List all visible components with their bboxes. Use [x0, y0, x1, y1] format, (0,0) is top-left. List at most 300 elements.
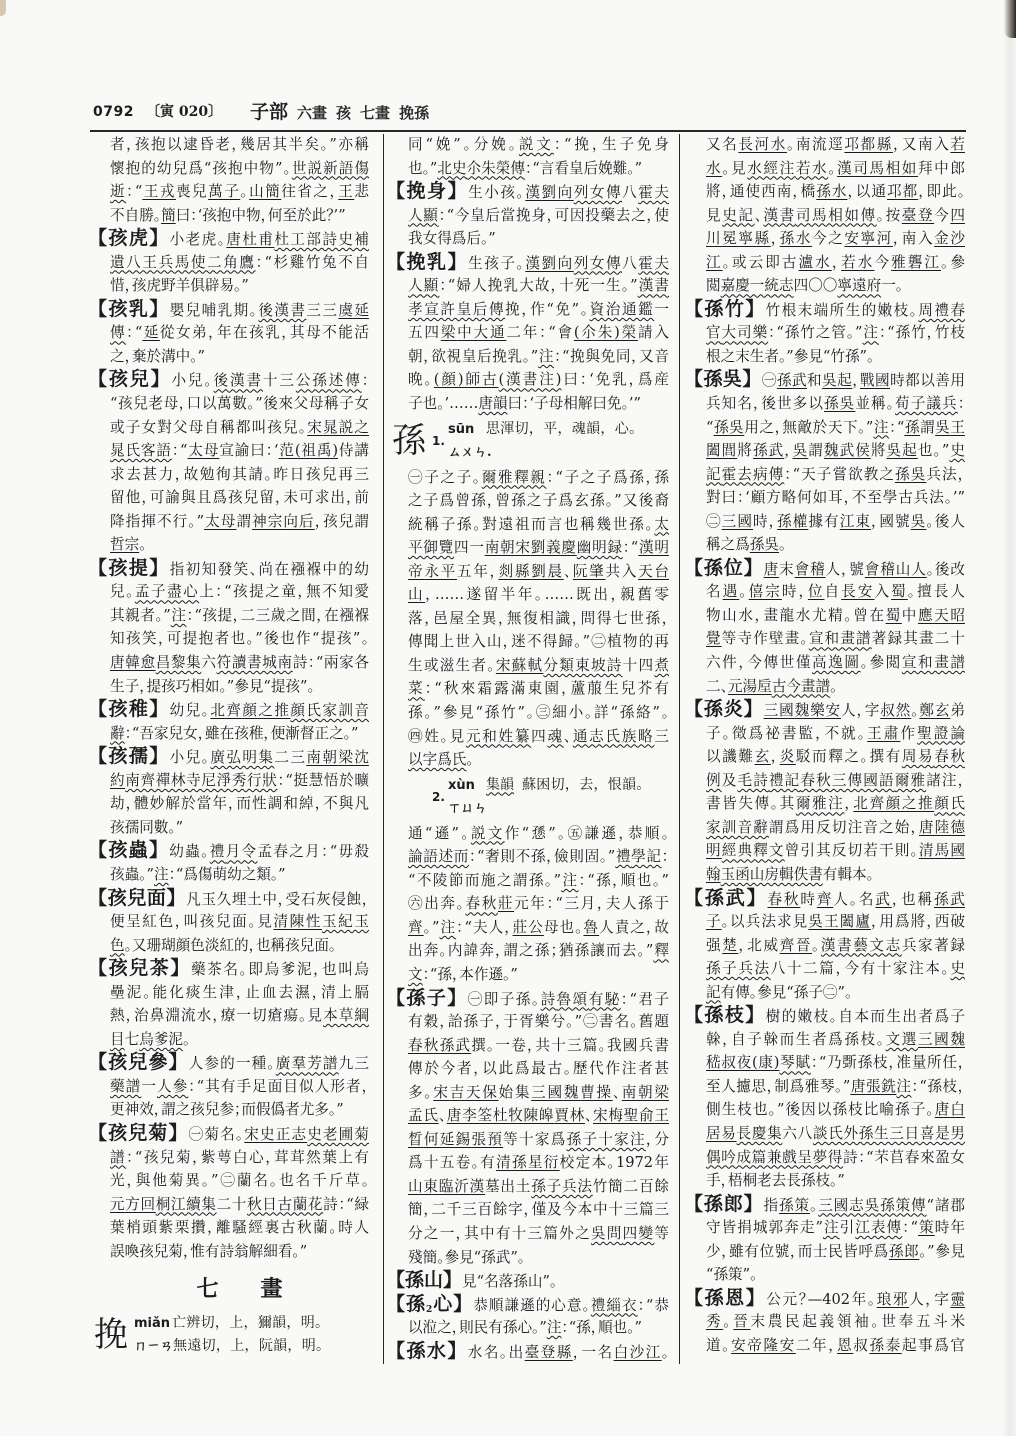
- entry-text-line: [706, 1169, 965, 1193]
- text-run: ：“婦人挽乳大故，十死一生。”: [439, 277, 638, 295]
- text-run: 六八: [782, 1124, 813, 1142]
- text-run: ：“: [126, 324, 143, 342]
- proper-name: 靈: [950, 1290, 965, 1308]
- book-title: 宣和畫譜: [808, 630, 872, 648]
- text-run: ㊀: [761, 372, 777, 390]
- proper-name: 孫吳: [749, 536, 779, 554]
- text-run: 見: [706, 206, 723, 224]
- text-run: 求去甚力，故勉徇其請。昨日孩兒再三: [110, 465, 369, 483]
- text-run: 和: [807, 372, 823, 390]
- text-run: 葉梢頭紫栗攢，離騷經裏古秋蘭。時人: [110, 1219, 369, 1237]
- proper-name: 江東: [839, 512, 872, 530]
- entry-text-line: [408, 1198, 669, 1222]
- entry-text-line: [408, 701, 669, 725]
- entry-text-line: [408, 845, 669, 869]
- headword: 【孫吳】: [684, 368, 762, 391]
- headword: 【孩乳】: [88, 297, 170, 320]
- proper-name: 杜牧: [492, 1107, 524, 1125]
- entry-text-line: [110, 651, 369, 675]
- proper-name: 宋: [495, 656, 512, 674]
- text-run: 兒。: [110, 583, 135, 601]
- text-run: 曰：‘子母相解曰免。’”: [507, 395, 641, 413]
- book-title: 江表傳: [855, 1219, 903, 1237]
- text-run: 。: [739, 583, 749, 601]
- book-title: 孫子十家注: [566, 1130, 646, 1148]
- text-run: ㊅出奔。: [408, 895, 466, 913]
- text-run: ，: [784, 442, 793, 460]
- text-run: 壘泥。能化痰生津，止血去濕，清上膈: [110, 983, 369, 1001]
- proper-name: (顔)師古: [433, 371, 499, 389]
- text-run: 等: [654, 1224, 669, 1242]
- proper-name: 邛都縣: [844, 136, 893, 153]
- text-run: 有穀，詒孫子，于胥樂兮。”㊁書名。舊題: [408, 1013, 669, 1031]
- book-title: 古今畫譜: [771, 677, 831, 695]
- proper-name: 玄: [754, 748, 771, 766]
- text-run: 之子爲曾孫，曾孫之子爲玄孫。”又後裔: [408, 492, 669, 510]
- headword: 【孩兒菊】: [88, 1121, 189, 1144]
- pronunciation-block: [386, 772, 669, 822]
- book-title: 爾雅釋親: [481, 468, 547, 486]
- entry-text-line: [706, 604, 965, 628]
- book-title: 霍去病傳: [721, 465, 785, 483]
- text-run: 今之: [812, 230, 845, 248]
- radical-label: 子部: [250, 101, 289, 123]
- book-title: 顔氏家訓音: [290, 702, 369, 720]
- text-run: 叔: [853, 1336, 870, 1354]
- text-column-2: [386, 133, 669, 1363]
- entry-text-line: [110, 580, 369, 604]
- book-title: 列女傳: [573, 254, 623, 272]
- entry-text-line: [110, 1169, 369, 1193]
- text-run: 。參閲: [860, 654, 902, 672]
- book-title: 司馬相如傳: [795, 206, 877, 224]
- entry-headword-line: [684, 1004, 965, 1028]
- text-run: 、: [612, 1083, 622, 1101]
- text-run: 人，字: [841, 702, 881, 720]
- proper-name: 唐: [918, 818, 935, 836]
- book-title: 春秋: [934, 748, 965, 766]
- proper-name: 孫星衍: [511, 1154, 560, 1172]
- proper-name: 孫: [713, 418, 730, 436]
- text-run: 。後人: [926, 512, 965, 530]
- text-run: 時: [800, 890, 817, 908]
- book-title: 玉函山房輯佚書: [720, 865, 823, 883]
- book-title: 嘉慶一統志: [720, 277, 794, 295]
- book-title: 孟子盡心: [134, 583, 200, 601]
- proper-name: 臺登: [901, 206, 935, 224]
- entry-text-line: [408, 1175, 669, 1199]
- text-run: 末農民起義領袖。世奉五斗米: [750, 1313, 965, 1331]
- book-title: 列女傳: [573, 184, 623, 202]
- reading-line: [448, 418, 643, 441]
- entry-text-line: [408, 1128, 669, 1152]
- text-run: 公元？—402年。: [766, 1290, 877, 1308]
- text-run: 孫。”參見“孫竹”。㊂細小。詳“孫絡”。: [408, 704, 669, 722]
- proper-name: 曹操: [580, 1083, 613, 1101]
- text-run: 。: [183, 1030, 191, 1048]
- reading-line: [448, 774, 651, 797]
- text-run: 也。”: [408, 159, 438, 177]
- text-run: ：“: [889, 418, 905, 436]
- book-title: 煮: [654, 656, 669, 674]
- entry-text-line: [706, 910, 965, 934]
- book-title: 史記: [722, 206, 755, 224]
- entry-text-line: [110, 321, 369, 345]
- text-run: 。按: [876, 206, 902, 224]
- book-title: 後漢書: [213, 372, 263, 390]
- entry-text-line: [408, 869, 669, 893]
- fanqie-reading: 亡辨切，上，獮韻，明。: [172, 1315, 330, 1332]
- text-run: ：“: [902, 1219, 919, 1237]
- text-run: 二年，: [795, 1336, 838, 1354]
- proper-name: 晉: [733, 1313, 751, 1331]
- entry-text-line: [110, 863, 369, 887]
- entry-text-line: [408, 1316, 669, 1340]
- text-run: 小兒。: [169, 749, 211, 767]
- text-run: 。”參見: [919, 1242, 965, 1260]
- entry-text-line: [110, 180, 369, 204]
- entry-headword-line: [684, 1193, 965, 1217]
- entry-text-line: [110, 533, 369, 557]
- text-run: 謂: [920, 418, 936, 436]
- text-run: 孩蟲。”: [110, 865, 154, 883]
- book-title: 吳問: [590, 1224, 623, 1242]
- proper-name: 策: [918, 1219, 935, 1237]
- book-title: 魂: [547, 727, 564, 745]
- text-run: 同“娩”。分娩。: [408, 136, 519, 153]
- book-title: 有駜: [588, 990, 621, 1008]
- proper-name: 子: [706, 913, 722, 931]
- entry-text-line: [408, 1104, 669, 1128]
- proper-name: 王: [338, 183, 355, 201]
- proper-name: 太母: [187, 442, 220, 460]
- text-run: 引: [839, 1219, 856, 1237]
- proper-name: 顔之推: [242, 702, 291, 720]
- book-title: 水經注: [747, 159, 796, 177]
- text-run: ：“其有手足面目似人形者，: [188, 1077, 369, 1095]
- text-run: 幼兒。: [169, 702, 211, 720]
- book-title: 公孫述傳: [295, 372, 362, 390]
- entry-text-line: [110, 1098, 369, 1122]
- proper-name: 三國: [918, 1030, 951, 1048]
- text-run: ，孩兒謂: [314, 512, 369, 530]
- text-run: 至人攄思，制爲雅琴。”: [706, 1077, 851, 1095]
- text-run: “孫策”。: [706, 1266, 758, 1284]
- book-title: 史: [949, 442, 965, 460]
- text-run: ：“孩兒菊，紫萼白心，茸茸然葉上有: [126, 1148, 369, 1166]
- fanqie-reading: 蘇困切，去，恨韻。: [522, 776, 651, 793]
- text-run: 三三: [306, 301, 339, 319]
- entry-headword-line: [386, 1293, 669, 1317]
- text-run: 。: [812, 936, 821, 954]
- section-heading-char: 七: [196, 1275, 219, 1302]
- text-run: ：“言看皇后娩難。”: [524, 159, 643, 177]
- text-run: ：“恭: [637, 1296, 669, 1314]
- text-run: 自: [824, 583, 842, 601]
- book-title: 寧遠府: [837, 277, 882, 295]
- book-title: 符讀書城南: [216, 654, 293, 672]
- text-run: 。: [828, 159, 838, 177]
- book-title: 禮: [615, 848, 632, 866]
- book-title: 學記: [631, 848, 662, 866]
- entry-headword-line: [386, 1269, 669, 1293]
- entry-text-line: [110, 1146, 369, 1170]
- proper-name: 孫權: [777, 512, 809, 530]
- book-title: 家訓音辭: [706, 818, 769, 836]
- text-run: 者，孩抱以逮昏老，幾居其半矣。”亦稱: [110, 136, 369, 153]
- entry-text-line: [110, 816, 369, 840]
- entry-text-line: [706, 1028, 965, 1052]
- entry-text-line: [706, 769, 965, 793]
- headword: 【孩稚】: [88, 698, 170, 721]
- text-run: 兵家著録: [901, 936, 965, 954]
- proper-name: 約: [110, 771, 126, 789]
- reading-number: 2.: [432, 789, 445, 804]
- text-run: 小老虎。: [169, 231, 227, 249]
- proper-name: 秀: [706, 1313, 724, 1331]
- text-run: 降指揮不行。”: [110, 512, 205, 530]
- entry-text-line: [408, 1081, 669, 1105]
- entry-headword-line: [88, 557, 369, 581]
- entry-text-line: [408, 157, 669, 181]
- zhuyin-romanization: ㄙㄨㄣ.: [448, 444, 492, 460]
- book-title: 漢書: [637, 277, 669, 295]
- entry-text-line: [408, 368, 669, 392]
- text-run: ：“天子嘗欲教之: [784, 465, 896, 483]
- text-run: 末: [779, 560, 795, 578]
- proper-name: 陳性: [289, 913, 322, 931]
- headword: 【孫武】: [684, 886, 768, 909]
- proper-name: 梅聖俞: [608, 1107, 655, 1125]
- text-run: 。擅長人: [907, 583, 965, 601]
- text-run: 。: [139, 536, 147, 554]
- entry-text-line: [706, 1146, 965, 1170]
- text-run: 分之一，其中有十三篇外之: [408, 1224, 591, 1242]
- text-run: 共入: [605, 562, 639, 580]
- entry-headword-line: [684, 698, 965, 722]
- text-run: 有輯本。: [822, 865, 874, 883]
- entry-text-line: [110, 910, 369, 934]
- text-run: ：“孩提，二三歲之間，在襁褓: [186, 606, 369, 624]
- entry-headword-line: [684, 298, 965, 322]
- book-title: 北史: [437, 159, 467, 177]
- book-title: 長慶集: [736, 1124, 783, 1142]
- entry-text-line: [706, 981, 965, 1005]
- text-run: 人。名: [833, 890, 876, 908]
- text-run: 八十二篇，今有十家注本。: [770, 960, 951, 978]
- text-run: 、: [584, 1107, 593, 1125]
- text-run: 三: [654, 727, 669, 745]
- text-run: “諸郡: [926, 1196, 965, 1214]
- text-run: ：“: [171, 442, 188, 460]
- entry-headword-line: [684, 368, 965, 392]
- entry-text-line: [706, 1334, 965, 1358]
- proper-name: 金沙: [934, 230, 965, 248]
- book-title: 世説新語傷: [291, 159, 369, 177]
- proper-name: 吳: [839, 395, 856, 413]
- proper-name: 安寧河: [844, 230, 893, 248]
- text-run: ：“挽與免同，又音: [554, 347, 669, 365]
- proper-name: 賈林: [554, 1107, 585, 1125]
- proper-name: 漢: [525, 184, 542, 202]
- proper-name: 蜀: [891, 583, 908, 601]
- entry-text-line: [706, 675, 965, 699]
- proper-name: 魏: [563, 1083, 581, 1101]
- book-title: 文: [408, 965, 423, 983]
- text-run: ，用爲將，西破: [871, 913, 965, 931]
- zhuyin-romanization: ㄒㄩㄣ: [448, 800, 488, 816]
- text-run: ：“孫，順也。”: [578, 871, 669, 889]
- text-run: ：“今皇后當挽身，可因投藥去之，使: [438, 206, 669, 224]
- proper-name: 孫策: [779, 1196, 810, 1214]
- book-title: 晁氏客語: [110, 442, 172, 460]
- text-run: ，: [831, 253, 842, 271]
- entry-text-line: [110, 416, 369, 440]
- text-run: ：“孫竹之管。”: [768, 324, 863, 342]
- book-title: 幽明録: [576, 539, 623, 557]
- proper-name: 鄭玄: [919, 702, 951, 720]
- book-title: 漢書藝文志: [820, 936, 902, 954]
- proper-name: 應天: [917, 606, 951, 624]
- text-run: ：“吾家兒女，雖在孩稚，便漸督正之。”: [124, 724, 359, 742]
- proper-name: 齊: [779, 936, 796, 954]
- proper-name: 劉義慶: [530, 539, 577, 557]
- text-run: 道。: [706, 1336, 732, 1354]
- book-title: 桐江續集: [155, 1195, 217, 1213]
- entry-text-line: [706, 1122, 965, 1146]
- text-column-1: [88, 133, 369, 1359]
- text-run: ：“挺慧悟於曠: [277, 771, 369, 789]
- proper-name: 唐: [850, 1077, 867, 1095]
- text-run: 謂: [808, 442, 824, 460]
- stroke-count-label: 七畫: [360, 104, 391, 122]
- text-run: 生小孩。: [468, 184, 526, 202]
- book-title: 記: [706, 983, 721, 1001]
- proper-name: 水: [706, 159, 723, 177]
- entry-text-line: [110, 769, 369, 793]
- reading-line: [134, 1312, 330, 1335]
- pronunciation-block: [88, 1311, 369, 1359]
- text-run: 校定本。1972年: [559, 1154, 669, 1172]
- proper-name: 山: [408, 586, 426, 604]
- book-title: 荀子議兵: [895, 395, 958, 413]
- reading-line: [134, 1335, 330, 1358]
- entry-text-line: [706, 1216, 965, 1240]
- text-run: 四: [531, 727, 548, 745]
- text-run: 之，棄於溝中。”: [110, 347, 206, 365]
- entry-text-line: [706, 651, 965, 675]
- text-run: 詩：“兩家各: [292, 654, 369, 672]
- text-run: 兵法，: [926, 465, 965, 483]
- proper-name: 川: [706, 230, 723, 248]
- text-run: 懷抱的幼兒爲“孩抱中物”。: [110, 159, 292, 177]
- text-run: ，: [770, 230, 780, 248]
- fanqie-reading: 無遠切，上，阮韻，明。: [173, 1338, 331, 1355]
- entry-headword-line: [88, 227, 369, 251]
- proper-name: 漢: [525, 254, 542, 272]
- text-run: 留他，可諭與且爲孩兒留，未可求出，前: [110, 489, 369, 507]
- text-run: 今: [874, 253, 892, 271]
- headword: 【挽乳】: [386, 250, 469, 273]
- text-run: 一。: [881, 277, 904, 295]
- book-title: 若水: [795, 159, 829, 177]
- proper-name: 何延錫: [423, 1130, 472, 1148]
- proper-name: 范(祖禹): [278, 442, 339, 460]
- text-run: ：“挽，生子免身: [553, 136, 669, 153]
- proper-name: 孫: [904, 418, 921, 436]
- text-run: 弟: [950, 702, 965, 720]
- book-title: 偶吟成篇兼戲呈夢得: [706, 1148, 844, 1166]
- proper-name: 唐: [446, 1107, 463, 1125]
- book-title: 人顯: [408, 206, 439, 224]
- book-title: 春秋: [465, 895, 498, 913]
- text-run: 中: [901, 606, 918, 624]
- book-title: 漢書: [763, 206, 796, 224]
- entry-text-line: [408, 204, 669, 228]
- proper-name: 元: [110, 1195, 126, 1213]
- text-run: 側生枝也。”後因以孫枝比喻孫子。: [706, 1101, 935, 1119]
- text-run: 、: [563, 562, 573, 580]
- entry-text-line: [110, 486, 369, 510]
- book-title: 周易: [901, 748, 935, 766]
- entry-text-line: [110, 439, 369, 463]
- text-run: 四〇〇: [793, 277, 838, 295]
- entry-text-line: [408, 298, 669, 322]
- entry-text-line: [110, 934, 369, 958]
- entry-text-line: [408, 963, 669, 987]
- text-run: ：“: [126, 183, 143, 201]
- proper-name: 韓愈: [125, 654, 156, 672]
- book-title: 唐韻: [478, 395, 508, 413]
- book-title: 論語述而: [408, 848, 470, 866]
- proper-name: 孫郎: [888, 1242, 920, 1260]
- book-title: 高逸圖: [812, 654, 861, 672]
- text-run: 、: [438, 1107, 447, 1125]
- entry-text-line: [706, 792, 965, 816]
- book-title: 禮: [590, 1296, 607, 1314]
- text-run: 人，號: [825, 560, 865, 578]
- entry-text-line: [110, 1028, 369, 1052]
- proper-name: 宋: [515, 539, 531, 557]
- text-run: 從女弟，年在孩乳，其母不能活: [159, 324, 369, 342]
- proper-name: 江: [706, 253, 723, 271]
- headword: 【孩提】: [88, 556, 170, 579]
- entry-text-line: [110, 1075, 369, 1099]
- text-run: 劫，體妙解於當年，而性調和綽，不與凡: [110, 795, 369, 813]
- text-run: ：“孫竹，竹枝: [878, 324, 965, 342]
- entry-text-line: [706, 745, 965, 769]
- text-run: 生孩子。: [468, 254, 526, 272]
- entry-text-line: [706, 533, 965, 557]
- entry-headword-line: [386, 251, 669, 275]
- book-title: 注: [862, 324, 879, 342]
- proper-name: 漢: [469, 1177, 485, 1195]
- proper-name: 三國: [721, 512, 753, 530]
- entry-text-line: [110, 722, 369, 746]
- book-title: 釋: [653, 942, 669, 960]
- text-run: 。: [661, 1343, 669, 1361]
- proper-name: 北齊: [853, 795, 886, 813]
- head-character: 挽: [94, 1315, 128, 1356]
- book-title: 文選: [885, 1030, 918, 1048]
- proper-name: 昭: [950, 606, 965, 624]
- book-title: 色: [110, 936, 125, 954]
- text-run: 便呈紅色，叫孩兒面。見: [110, 913, 274, 931]
- text-run: 時，: [781, 583, 808, 601]
- proper-name: 唐: [226, 231, 243, 249]
- entry-text-line: [706, 227, 965, 251]
- proper-name: 湯垕: [742, 677, 772, 695]
